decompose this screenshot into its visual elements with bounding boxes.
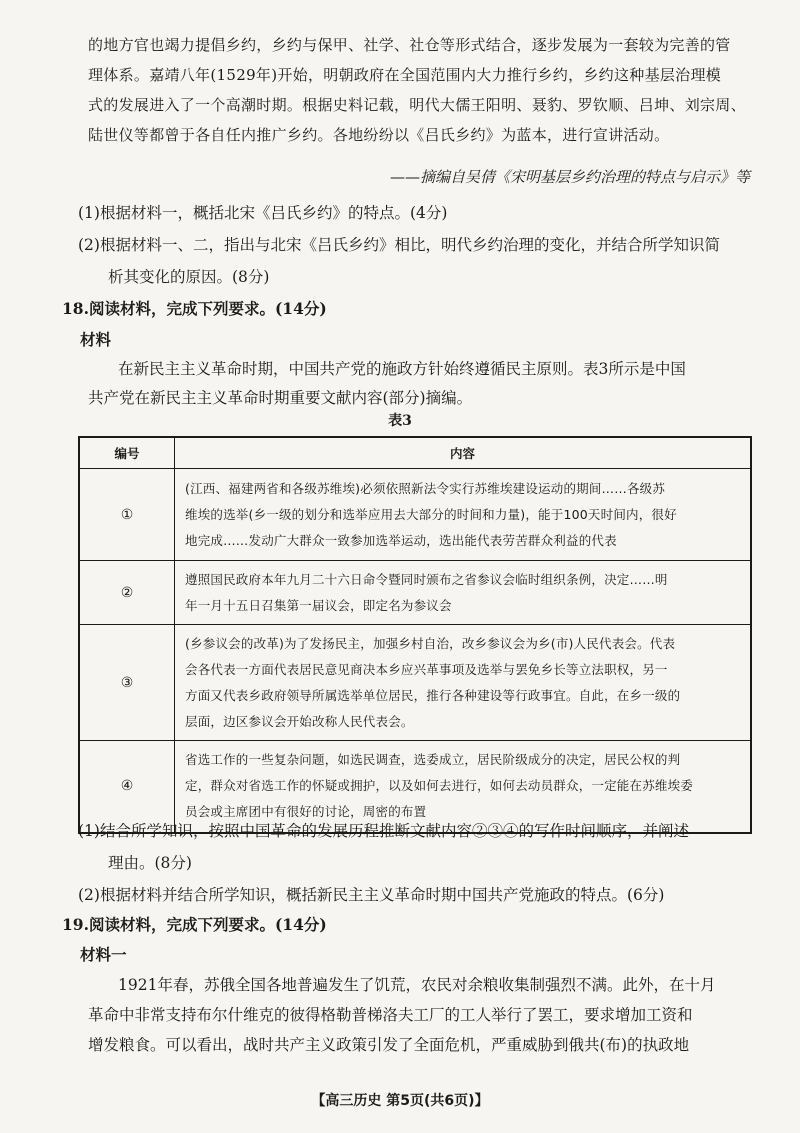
row-line: 员会或主席团中有很好的讨论，周密的布置 [185, 804, 427, 820]
q18-sub1-line2: 理由。(8分) [108, 854, 192, 872]
paragraph-line: 式的发展进入了一个高潮时期。根据史料记载，明代大儒王阳明、聂豹、罗钦顺、吕坤、刘宗周、 [88, 96, 746, 114]
page-footer: 【高三历史 第5页(共6页)】 [311, 1093, 489, 1109]
row-line: (江西、福建两省和各级苏维埃)必须依照新法令实行苏维埃建设运动的期间……各级苏 [185, 480, 666, 496]
q19-line2: 革命中非常支持布尔什维克的彼得格勒普梯洛夫工厂的工人举行了罢工，要求增加工资和 [88, 1006, 693, 1024]
row-num: ② [79, 561, 175, 625]
table-3 [78, 436, 752, 834]
header-content: 内容 [175, 437, 752, 469]
q18-intro-line1: 在新民主主义革命时期，中国共产党的施政方针始终遵循民主原则。表3所示是中国 [118, 360, 686, 378]
row-num: ③ [79, 625, 175, 741]
q18-title: 18.阅读材料，完成下列要求。(14分) [62, 299, 327, 318]
row-num: ① [79, 469, 175, 561]
q19-line1: 1921年春，苏俄全国各地普遍发生了饥荒，农民对余粮收集制强烈不满。此外，在十月 [118, 976, 716, 994]
row-content [175, 561, 752, 625]
table-caption: 表3 [388, 413, 412, 429]
table-row [79, 561, 751, 625]
row-line: 遵照国民政府本年九月二十六日命令暨同时颁布之省参议会临时组织条例，决定……明 [185, 571, 668, 587]
row-line: 年一月十五日召集第一届议会，即定名为参议会 [185, 597, 452, 613]
q17-sub2-line2: 析其变化的原因。(8分) [108, 268, 270, 286]
table-row [79, 625, 751, 741]
q18-material-label: 材料 [80, 330, 112, 349]
paragraph-line: 陆世仪等都曾于各自任内推广乡约。各地纷纷以《吕氏乡约》为蓝本，进行宣讲活动。 [88, 126, 670, 144]
table-header-row [79, 437, 751, 469]
header-num: 编号 [79, 437, 175, 469]
material-source: ——摘编自吴倩《宋明基层乡约治理的特点与启示》等 [389, 168, 750, 186]
row-content [175, 469, 752, 561]
row-line: (乡参议会的改革)为了发扬民主，加强乡村自治，改乡参议会为乡(市)人民代表会。代表 [185, 635, 676, 651]
row-line: 层面，边区参议会开始改称人民代表会。 [185, 713, 414, 729]
q18-sub2: (2)根据材料并结合所学知识，概括新民主主义革命时期中国共产党施政的特点。(6分) [78, 886, 665, 904]
q18-sub1-line1: (1)结合所学知识，按照中国革命的发展历程推断文献内容②③④的写作时间顺序，并阐述 [78, 822, 689, 840]
row-line: 会各代表一方面代表居民意见商决本乡应兴革事项及选举与罢免乡长等立法职权，另一 [185, 661, 668, 677]
q17-sub1: (1)根据材料一，概括北宋《吕氏乡约》的特点。(4分) [78, 204, 448, 222]
row-line: 定，群众对省选工作的怀疑或拥护，以及如何去进行，如何去动员群众，一定能在苏维埃委 [185, 778, 694, 794]
q19-material-label: 材料一 [80, 945, 127, 964]
q17-sub2-line1: (2)根据材料一、二，指出与北宋《吕氏乡约》相比，明代乡约治理的变化，并结合所学知识简 [78, 236, 720, 254]
q18-intro-line2: 共产党在新民主主义革命时期重要文献内容(部分)摘编。 [88, 389, 473, 407]
row-content [175, 625, 752, 741]
table-row [79, 469, 751, 561]
row-num: ④ [79, 741, 175, 833]
q19-line3: 增发粮食。可以看出，战时共产主义政策引发了全面危机，严重威胁到俄共(布)的执政地 [88, 1036, 690, 1054]
row-line: 地完成……发动广大群众一致参加选举运动，选出能代表劳苦群众利益的代表 [185, 532, 617, 548]
paragraph-line: 的地方官也竭力提倡乡约，乡约与保甲、社学、社仓等形式结合，逐步发展为一套较为完善的管 [88, 36, 731, 54]
material-two-paragraph [88, 30, 748, 150]
row-line: 方面又代表乡政府领导所属选举单位居民，推行各种建设等行政事宜。自此，在乡一级的 [185, 687, 681, 703]
q19-title: 19.阅读材料，完成下列要求。(14分) [62, 915, 327, 934]
row-line: 省选工作的一些复杂问题，如选民调查，选委成立，居民阶级成分的决定，居民公权的判 [185, 752, 681, 768]
row-line: 维埃的选举(乡一级的划分和选举应用去大部分的时间和力量)，能于100天时间内，很好 [185, 506, 677, 522]
paragraph-line: 理体系。嘉靖八年(1529年)开始，明朝政府在全国范围内大力推行乡约，乡约这种基层治理模 [88, 66, 722, 84]
